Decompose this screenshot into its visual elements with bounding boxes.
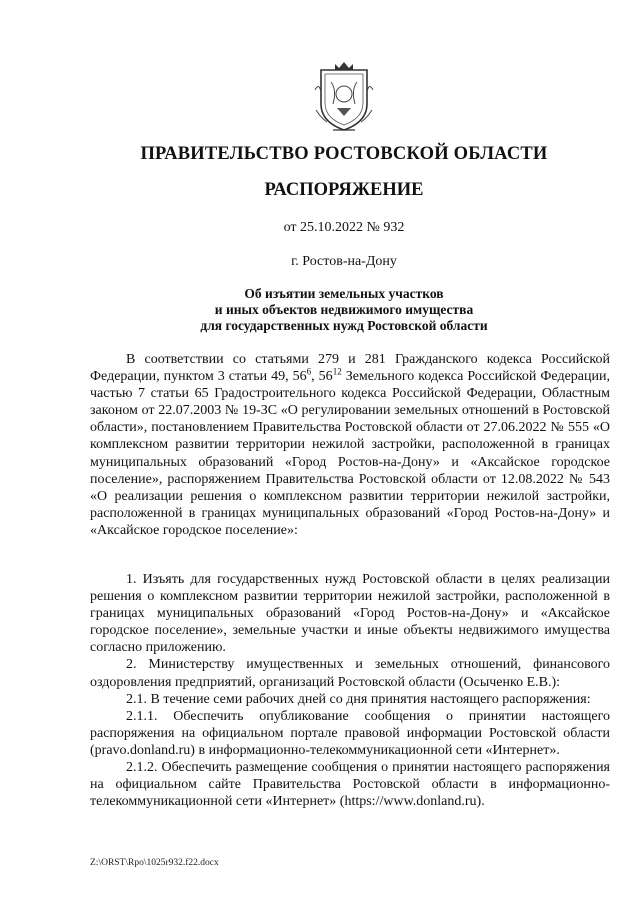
subject-line-2: и иных объектов недвижимого имущества <box>214 302 474 317</box>
government-title: ПРАВИТЕЛЬСТВО РОСТОВСКОЙ ОБЛАСТИ <box>140 144 548 164</box>
file-path-footer: Z:\ORST\Rpo\1025r932.f22.docx <box>90 858 219 868</box>
item-2-1: 2.1. В течение семи рабочих дней со дня принятия настоящего распоряжения: <box>126 691 591 707</box>
document-type: РАСПОРЯЖЕНИЕ <box>264 180 424 200</box>
subject-line-3: для государственных нужд Ростовской области <box>200 318 488 333</box>
date-and-number: от 25.10.2022 № 932 <box>283 220 405 235</box>
city-line: г. Ростов-на-Дону <box>291 254 397 269</box>
preamble-text-2: , 56 <box>311 369 333 385</box>
item-2: 2. Министерству имущественных и земельных отношений, финансового оздоровления предприятий, организаций Ростовской области (Осыченко Е.В.): <box>90 657 610 690</box>
preamble-text-3: Земельного кодекса Российской Федерации, частью 7 статьи 65 Градостроительного кодекса Российской Федерации, Областным законом от 22.07.2003 № 19-ЗС «О регулировании земельных отношений в Ростовской области», постановлением Правительства Ростовской области от 27.06.2022 № 555 «О комплексном развитии территории нежилой застройки, расположенной в границах муниципальных образований «Город Ростов-на-Дону» и «Аксайское городское поселение», распоряжением Правительства Ростовской области от 12.08.2022 № 543 «О реализации решения о комплексном развитии территории нежилой застройки, расположенной в границах муниципальных образований «Город Ростов-на-Дону» и «Аксайское городское поселение»: <box>90 369 610 538</box>
preamble-text-1: В соответствии со статьями 279 и 281 Гражданского кодекса Российской Федерации, пунктом 3 статьи 49, 56 <box>90 352 610 385</box>
preamble-paragraph <box>90 351 610 539</box>
preamble-block <box>90 351 610 539</box>
item-2-1-1: 2.1.1. Обеспечить опубликование сообщения о принятии настоящего распоряжения на официальном портале правовой информации Ростовской области (pravo.donland.ru) в информационно-телекоммуникационной сети «Интернет». <box>90 708 610 758</box>
operative-block <box>90 571 610 810</box>
item-2-1-2: 2.1.2. Обеспечить размещение сообщения о принятии настоящего распоряжения на официальном сайте Правительства Ростовской области в информационно-телекоммуникационной сети «Интернет» (https://www.donland.ru). <box>90 760 610 810</box>
coat-of-arms-emblem <box>313 60 375 135</box>
document-subject <box>0 286 640 334</box>
preamble-sup-1: 6 <box>306 366 312 377</box>
item-1: 1. Изъять для государственных нужд Ростовской области в целях реализации решения о комплексном развитии территории нежилой застройки, расположенной в границах муниципальных образований «Город Ростов-на-Дону» и «Аксайское городское поселение», земельные участки и иные объекты недвижимого имущества согласно приложению. <box>90 572 610 656</box>
preamble-sup-2: 12 <box>332 366 342 377</box>
subject-line-1: Об изъятии земельных участков <box>244 286 444 301</box>
